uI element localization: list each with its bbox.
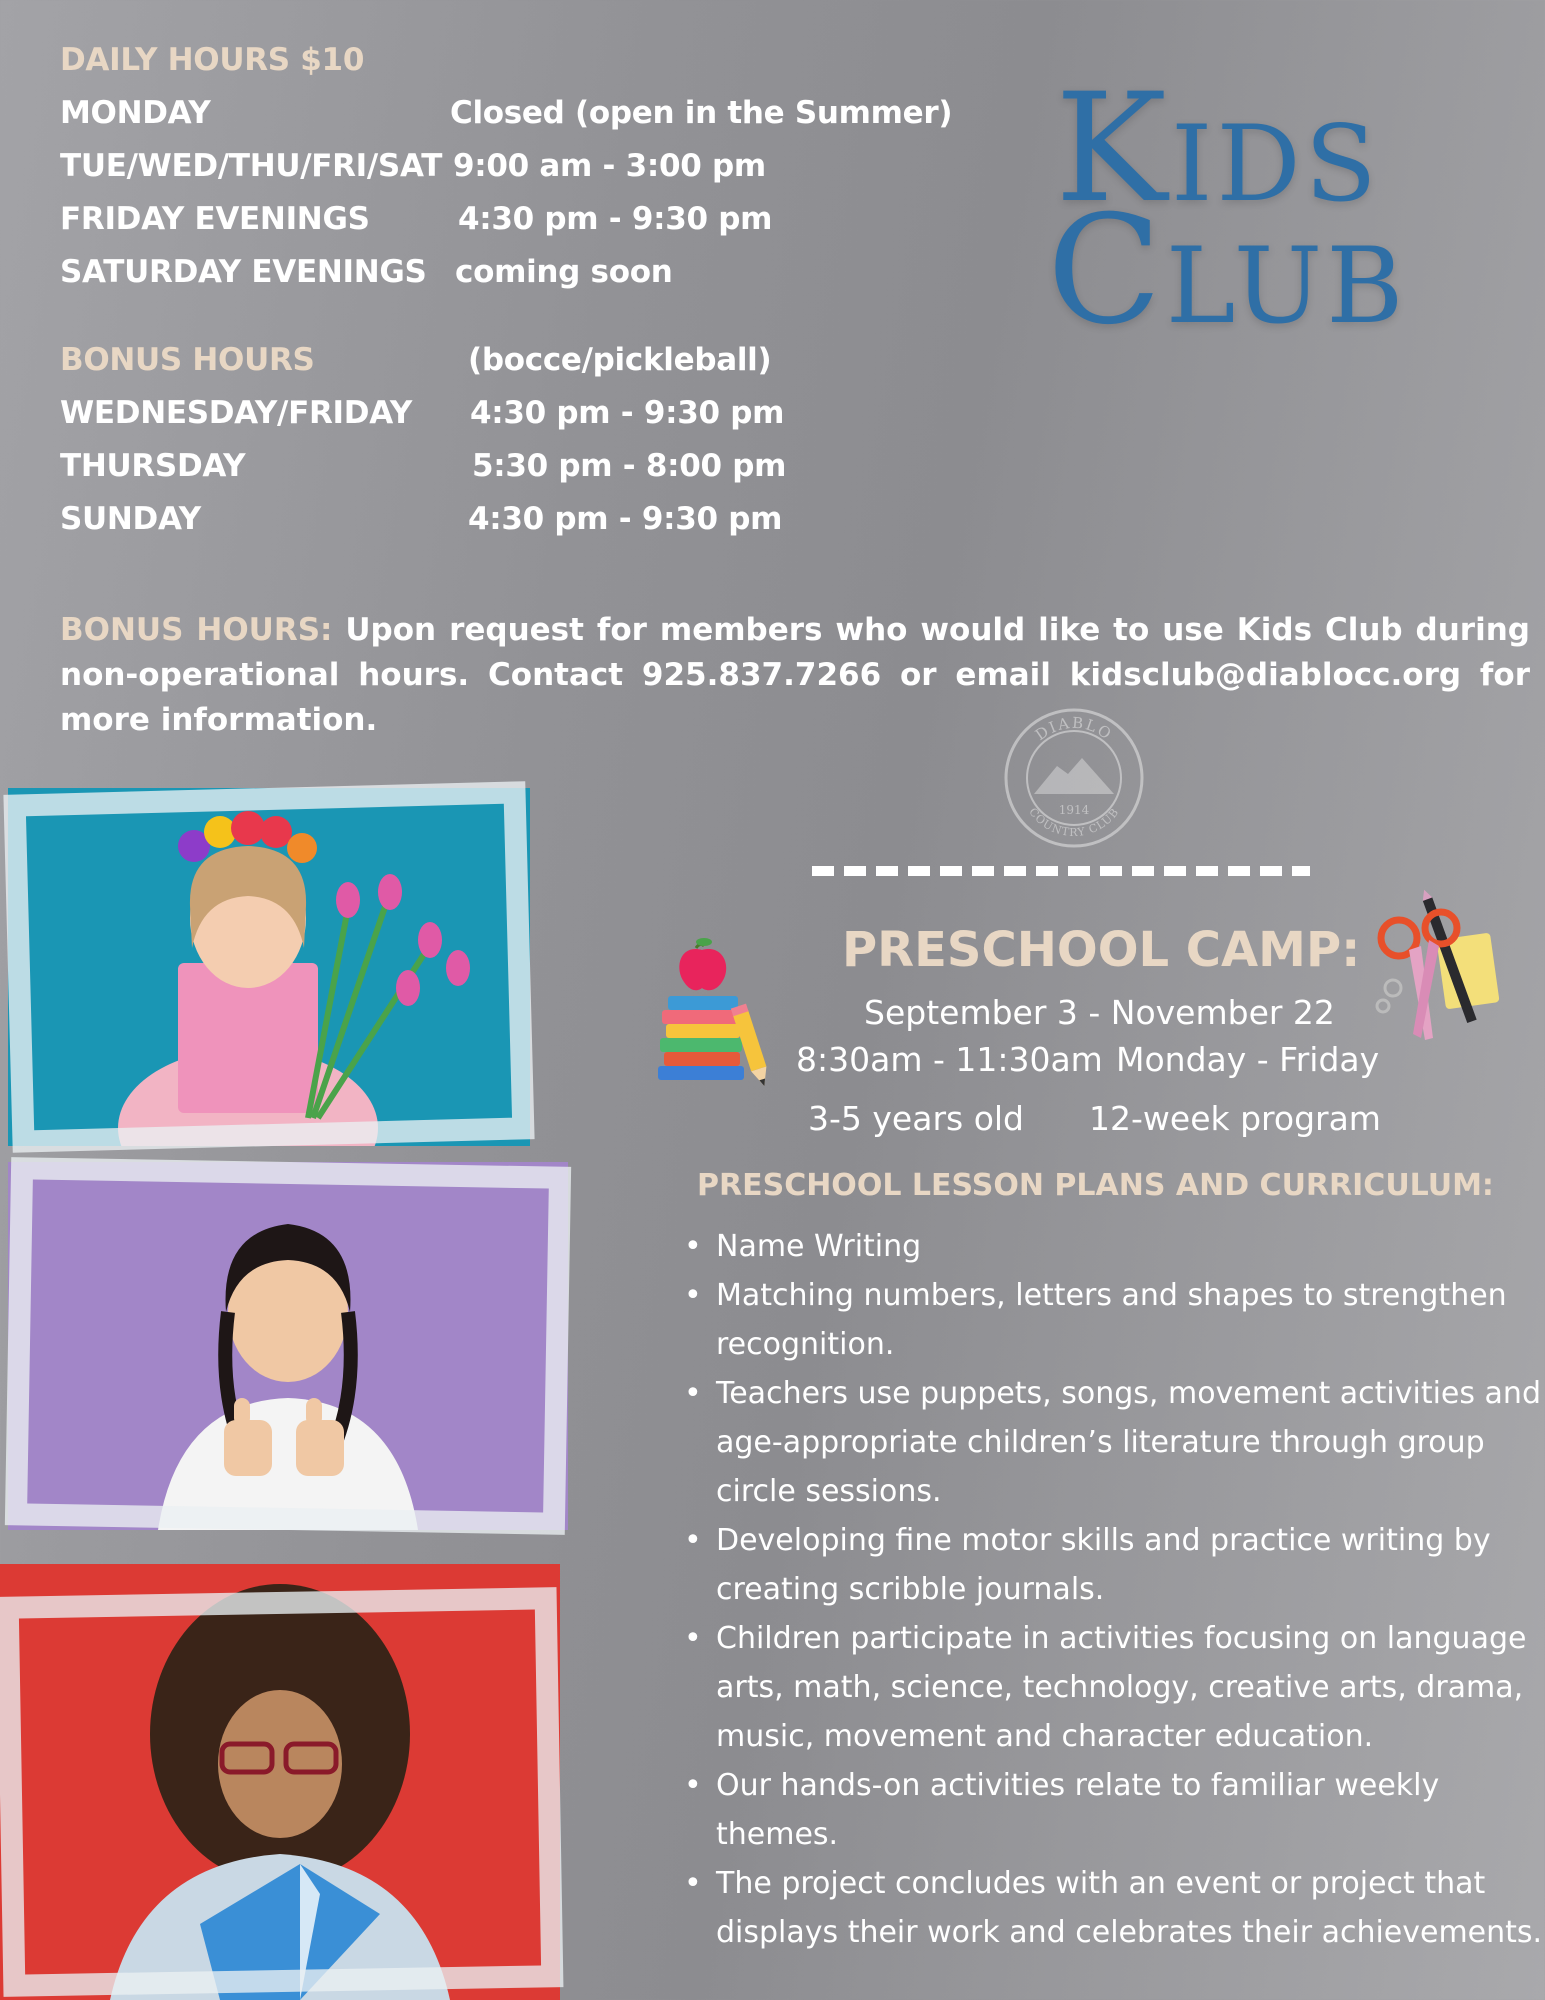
- hours-time: 4:30 pm - 9:30 pm: [470, 395, 785, 431]
- hours-row: [60, 448, 787, 484]
- seal-bottom-text: COUNTRY CLUB: [1026, 805, 1122, 840]
- hours-time: 9:00 am - 3:00 pm: [453, 148, 766, 184]
- hours-day: THURSDAY: [60, 448, 246, 484]
- curriculum-title: PRESCHOOL LESSON PLANS AND CURRICULUM:: [697, 1168, 1494, 1203]
- photo-frame: [3, 781, 534, 1153]
- hours-row: [60, 95, 953, 131]
- seal-top-text: DIABLO: [1031, 713, 1116, 745]
- bonus-hours-heading: BONUS HOURS: [60, 342, 315, 378]
- diablo-country-club-seal: [1002, 706, 1146, 850]
- title-line-2: Club: [1047, 184, 1408, 358]
- camp-ages: 3-5 years old: [808, 1099, 1024, 1138]
- photo-frame: [0, 1587, 563, 1997]
- bonus-hours-paragraph: [60, 608, 1530, 743]
- camp-time: 8:30am - 11:30am: [796, 1040, 1103, 1079]
- hours-day: MONDAY: [60, 95, 211, 131]
- title-line-1: Kids: [1055, 62, 1381, 236]
- photo-girl-with-flowers: [8, 788, 530, 1146]
- hours-row: [60, 501, 783, 537]
- bonus-hours-header: [60, 342, 772, 378]
- photo-girl-reading: [0, 1564, 560, 2000]
- hours-time: 5:30 pm - 8:00 pm: [472, 448, 787, 484]
- dashed-divider: [812, 866, 1310, 876]
- bonus-note-label: BONUS HOURS:: [60, 612, 333, 648]
- bonus-hours-note: (bocce/pickleball): [468, 342, 772, 378]
- photo-frame: [5, 1157, 571, 1535]
- hours-row: [60, 201, 773, 237]
- scissors-supplies-icon: [1363, 888, 1505, 1056]
- hours-time: Closed (open in the Summer): [450, 95, 953, 131]
- hours-day: SATURDAY EVENINGS: [60, 254, 427, 290]
- photo-girl-thumbs-up: [8, 1162, 568, 1530]
- hours-day: FRIDAY EVENINGS: [60, 201, 370, 237]
- camp-dates: September 3 - November 22: [864, 993, 1335, 1032]
- list-item: • Name Writing: [706, 1222, 1545, 1271]
- list-item: • Matching numbers, letters and shapes to strengthen recognition.: [706, 1271, 1545, 1369]
- curriculum-list: [680, 1222, 1545, 1957]
- hours-time: 4:30 pm - 9:30 pm: [468, 501, 783, 537]
- hours-day: WEDNESDAY/FRIDAY: [60, 395, 413, 431]
- hours-time: coming soon: [455, 254, 673, 290]
- hours-row: [60, 395, 785, 431]
- hours-row: [60, 148, 766, 184]
- hours-time: 4:30 pm - 9:30 pm: [458, 201, 773, 237]
- daily-hours-heading: DAILY HOURS $10: [60, 42, 365, 78]
- list-item: • Teachers use puppets, songs, movement activities and age-appropriate children’s literature through group circle sessions.: [706, 1369, 1545, 1516]
- hours-day: TUE/WED/THU/FRI/SAT: [60, 148, 443, 184]
- list-item: • The project concludes with an event or project that displays their work and celebrates their achievements.: [706, 1859, 1545, 1957]
- books-apple-icon: [652, 938, 774, 1088]
- seal-year: 1914: [1058, 803, 1090, 817]
- list-item: • Our hands-on activities relate to familiar weekly themes.: [706, 1761, 1545, 1859]
- hours-row: [60, 254, 673, 290]
- camp-days: Monday - Friday: [1116, 1040, 1380, 1079]
- bonus-note-text: Upon request for members who would like to use Kids Club during non-operational hours. Contact 925.837.7266 or email kidsclub@diablocc.org for more information.: [60, 612, 1530, 738]
- list-item: • Developing fine motor skills and practice writing by creating scribble journals.: [706, 1516, 1545, 1614]
- kids-club-title: [1047, 62, 1408, 358]
- list-item: • Children participate in activities focusing on language arts, math, science, technology, creative arts, drama, music, movement and character education.: [706, 1614, 1545, 1761]
- camp-program: 12-week program: [1089, 1099, 1381, 1138]
- camp-title: PRESCHOOL CAMP:: [842, 922, 1361, 978]
- hours-day: SUNDAY: [60, 501, 201, 537]
